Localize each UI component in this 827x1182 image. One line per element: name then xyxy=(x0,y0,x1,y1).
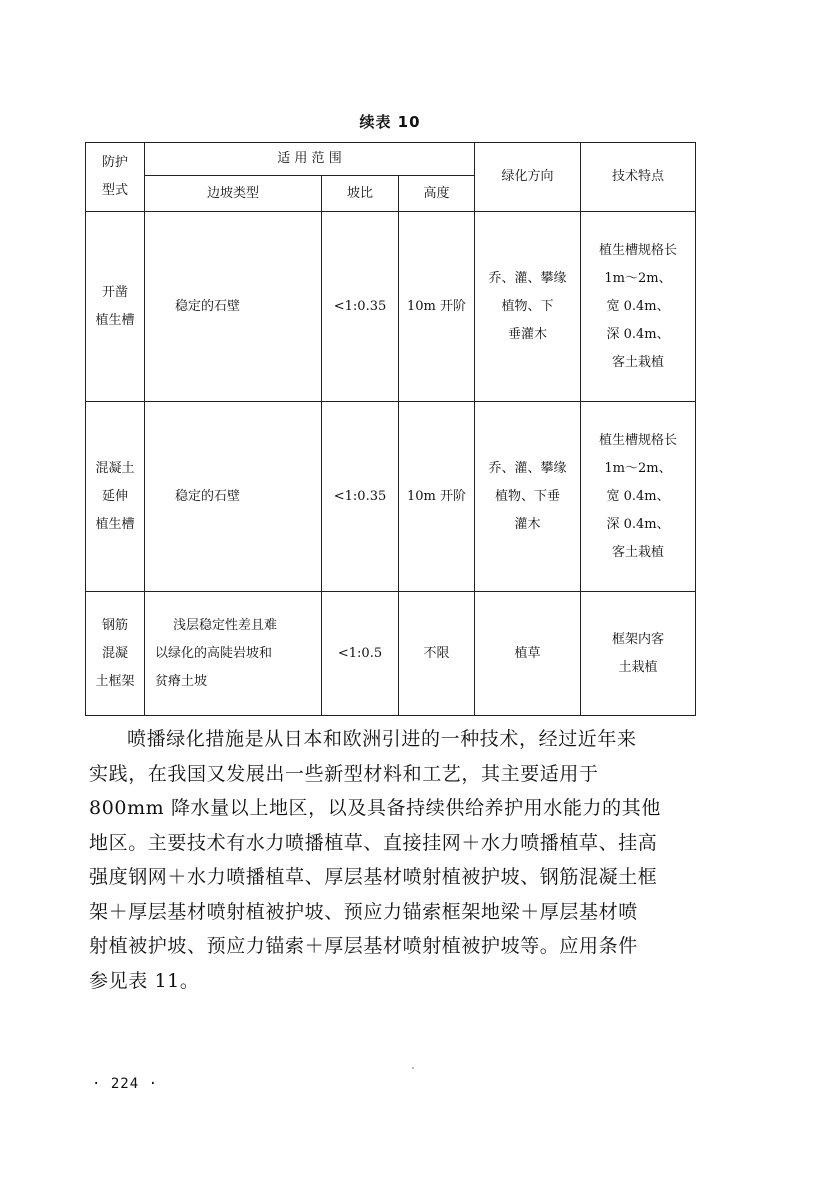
row1-direction: 乔、灌、攀缘 植物、下 垂灌木 xyxy=(475,212,581,402)
body-line: 强度钢网＋水力喷播植草、厚层基材喷射植被护坡、钢筋混凝土框 xyxy=(89,866,658,888)
row2-ratio: <1:0.35 xyxy=(322,402,399,592)
header-technical-features: 技术特点 xyxy=(581,143,696,212)
row3-ratio: <1:0.5 xyxy=(322,592,399,716)
body-line: 地区。主要技术有水力喷播植草、直接挂网＋水力喷播植草、挂高 xyxy=(89,831,658,854)
row3-features: 框架内客 土栽植 xyxy=(581,592,696,716)
page-number: · 224 · xyxy=(92,1076,159,1092)
row3-slope-type: 浅层稳定性差且难 以绿化的高陡岩坡和 贫瘠土坡 xyxy=(145,592,322,716)
row2-height: 10m 开阶 xyxy=(399,402,475,592)
header-slope-type: 边坡类型 xyxy=(145,176,322,212)
row1-type: 开凿 植生槽 xyxy=(86,212,145,402)
scan-speck xyxy=(412,1067,414,1069)
row1-features: 植生槽规格长 1m～2m、 宽 0.4m、 深 0.4m、 客土栽植 xyxy=(581,212,696,402)
header-protection-type: 防护 型式 xyxy=(86,143,145,212)
row1-slope-type: 稳定的石壁 xyxy=(145,212,322,402)
body-line: 实践，在我国又发展出一些新型材料和工艺，其主要适用于 xyxy=(89,762,599,785)
row2-slope-type: 稳定的石壁 xyxy=(145,402,322,592)
body-line: 800mm 降水量以上地区，以及具备持续供给养护用水能力的其他 xyxy=(89,797,661,819)
header-height: 高度 xyxy=(399,176,475,212)
row2-type: 混凝土 延伸 植生槽 xyxy=(86,402,145,592)
header-slope-ratio: 坡比 xyxy=(322,176,399,212)
row3-direction: 植草 xyxy=(475,592,581,716)
table-caption: 续表 10 xyxy=(359,113,421,131)
body-paragraph xyxy=(89,722,695,998)
row1-ratio: <1:0.35 xyxy=(322,212,399,402)
row2-direction: 乔、灌、攀缘 植物、下垂 灌木 xyxy=(475,402,581,592)
body-line: 参见表 11。 xyxy=(89,969,200,992)
body-line: 架＋厚层基材喷射植被护坡、预应力锚索框架地梁＋厚层基材喷 xyxy=(89,900,638,923)
row1-height: 10m 开阶 xyxy=(399,212,475,402)
table-row xyxy=(86,592,696,716)
header-scope: 适 用 范 围 xyxy=(145,143,475,176)
body-line: 射植被护坡、预应力锚索＋厚层基材喷射植被护坡等。应用条件 xyxy=(89,935,638,957)
row3-height: 不限 xyxy=(399,592,475,716)
table-header-row-1 xyxy=(86,143,696,176)
table-row xyxy=(86,402,696,592)
row3-type: 钢筋 混凝 土框架 xyxy=(86,592,145,716)
header-greening-direction: 绿化方向 xyxy=(475,143,581,212)
table-row xyxy=(86,212,696,402)
protection-type-table xyxy=(85,142,696,716)
body-line: 喷播绿化措施是从日本和欧洲引进的一种技术，经过近年来 xyxy=(127,728,637,750)
row2-features: 植生槽规格长 1m～2m、 宽 0.4m、 深 0.4m、 客土栽植 xyxy=(581,402,696,592)
